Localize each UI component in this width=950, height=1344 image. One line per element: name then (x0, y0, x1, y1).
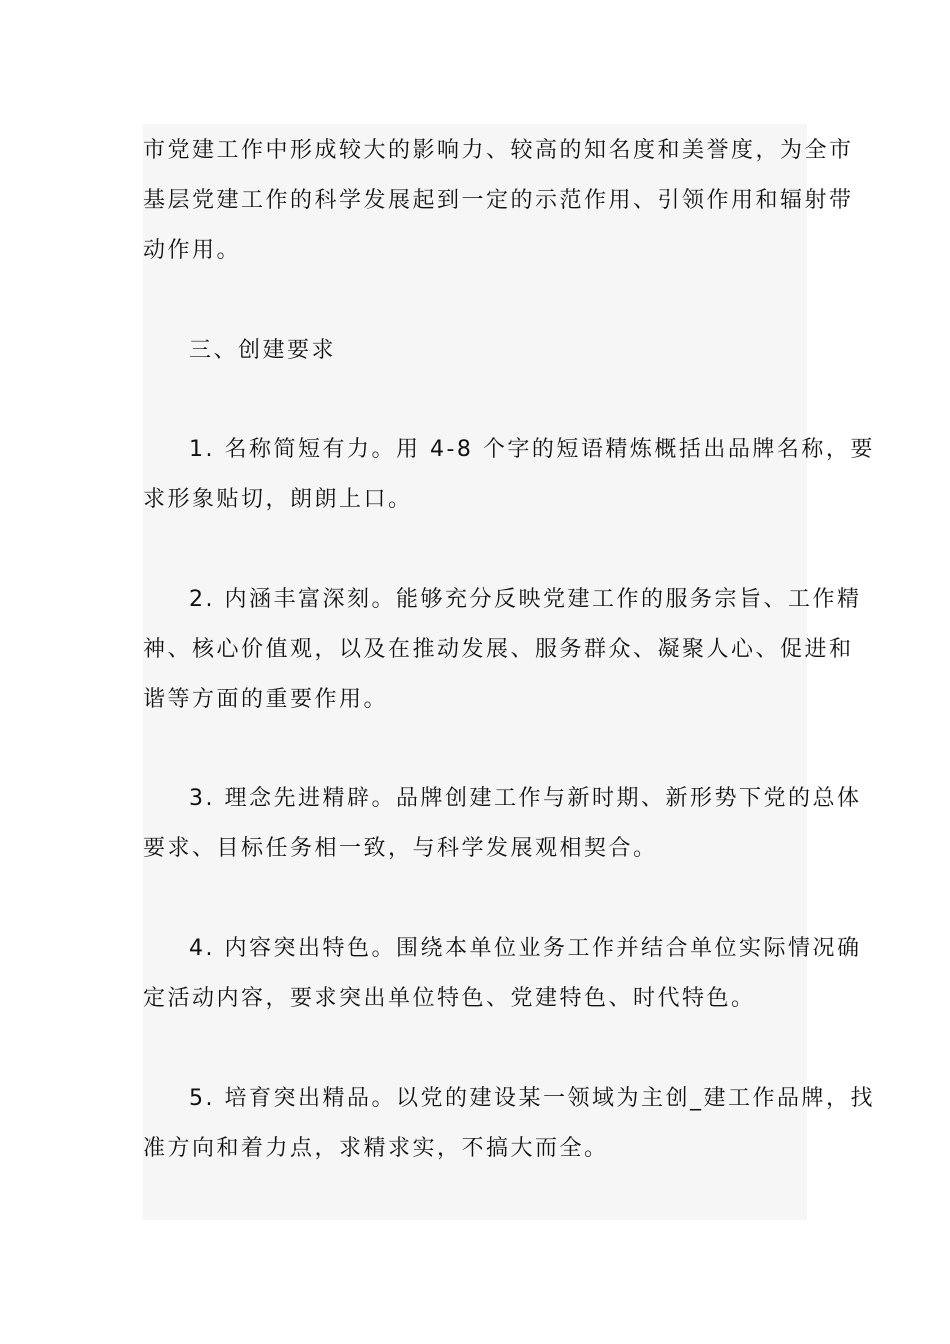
section-heading: 三、创建要求 (189, 338, 337, 363)
item-4-line-2: 定活动内容，要求突出单位特色、党建特色、时代特色。 (143, 986, 756, 1011)
item-1-line-1: 1. 名称简短有力。用 4-8 个字的短语精炼概括出品牌名称，要 (189, 437, 875, 462)
paragraph-intro-line-2: 基层党建工作的科学发展起到一定的示范作用、引领作用和辐射带 (143, 188, 854, 213)
item-3-line-1: 3. 理念先进精辟。品牌创建工作与新时期、新形势下党的总体 (189, 786, 862, 811)
item-1-line-2: 求形象贴切，朗朗上口。 (143, 487, 413, 512)
item-5-line-2: 准方向和着力点，求精求实，不搞大而全。 (143, 1136, 609, 1161)
paragraph-intro-line-3: 动作用。 (143, 238, 242, 263)
document-page (143, 124, 875, 1220)
paragraph-intro-line-1: 市党建工作中形成较大的影响力、较高的知名度和美誉度，为全市 (143, 138, 854, 163)
item-2-line-1: 2. 内涵丰富深刻。能够充分反映党建工作的服务宗旨、工作精 (189, 587, 862, 612)
item-3-line-2: 要求、目标任务相一致，与科学发展观相契合。 (143, 836, 658, 861)
item-4-line-1: 4. 内容突出特色。围绕本单位业务工作并结合单位实际情况确 (189, 936, 862, 961)
item-2-line-3: 谐等方面的重要作用。 (143, 687, 389, 712)
item-2-line-2: 神、核心价值观，以及在推动发展、服务群众、凝聚人心、促进和 (143, 637, 854, 662)
item-5-line-1: 5. 培育突出精品。以党的建设某一领域为主创_建工作品牌，找 (189, 1086, 875, 1111)
